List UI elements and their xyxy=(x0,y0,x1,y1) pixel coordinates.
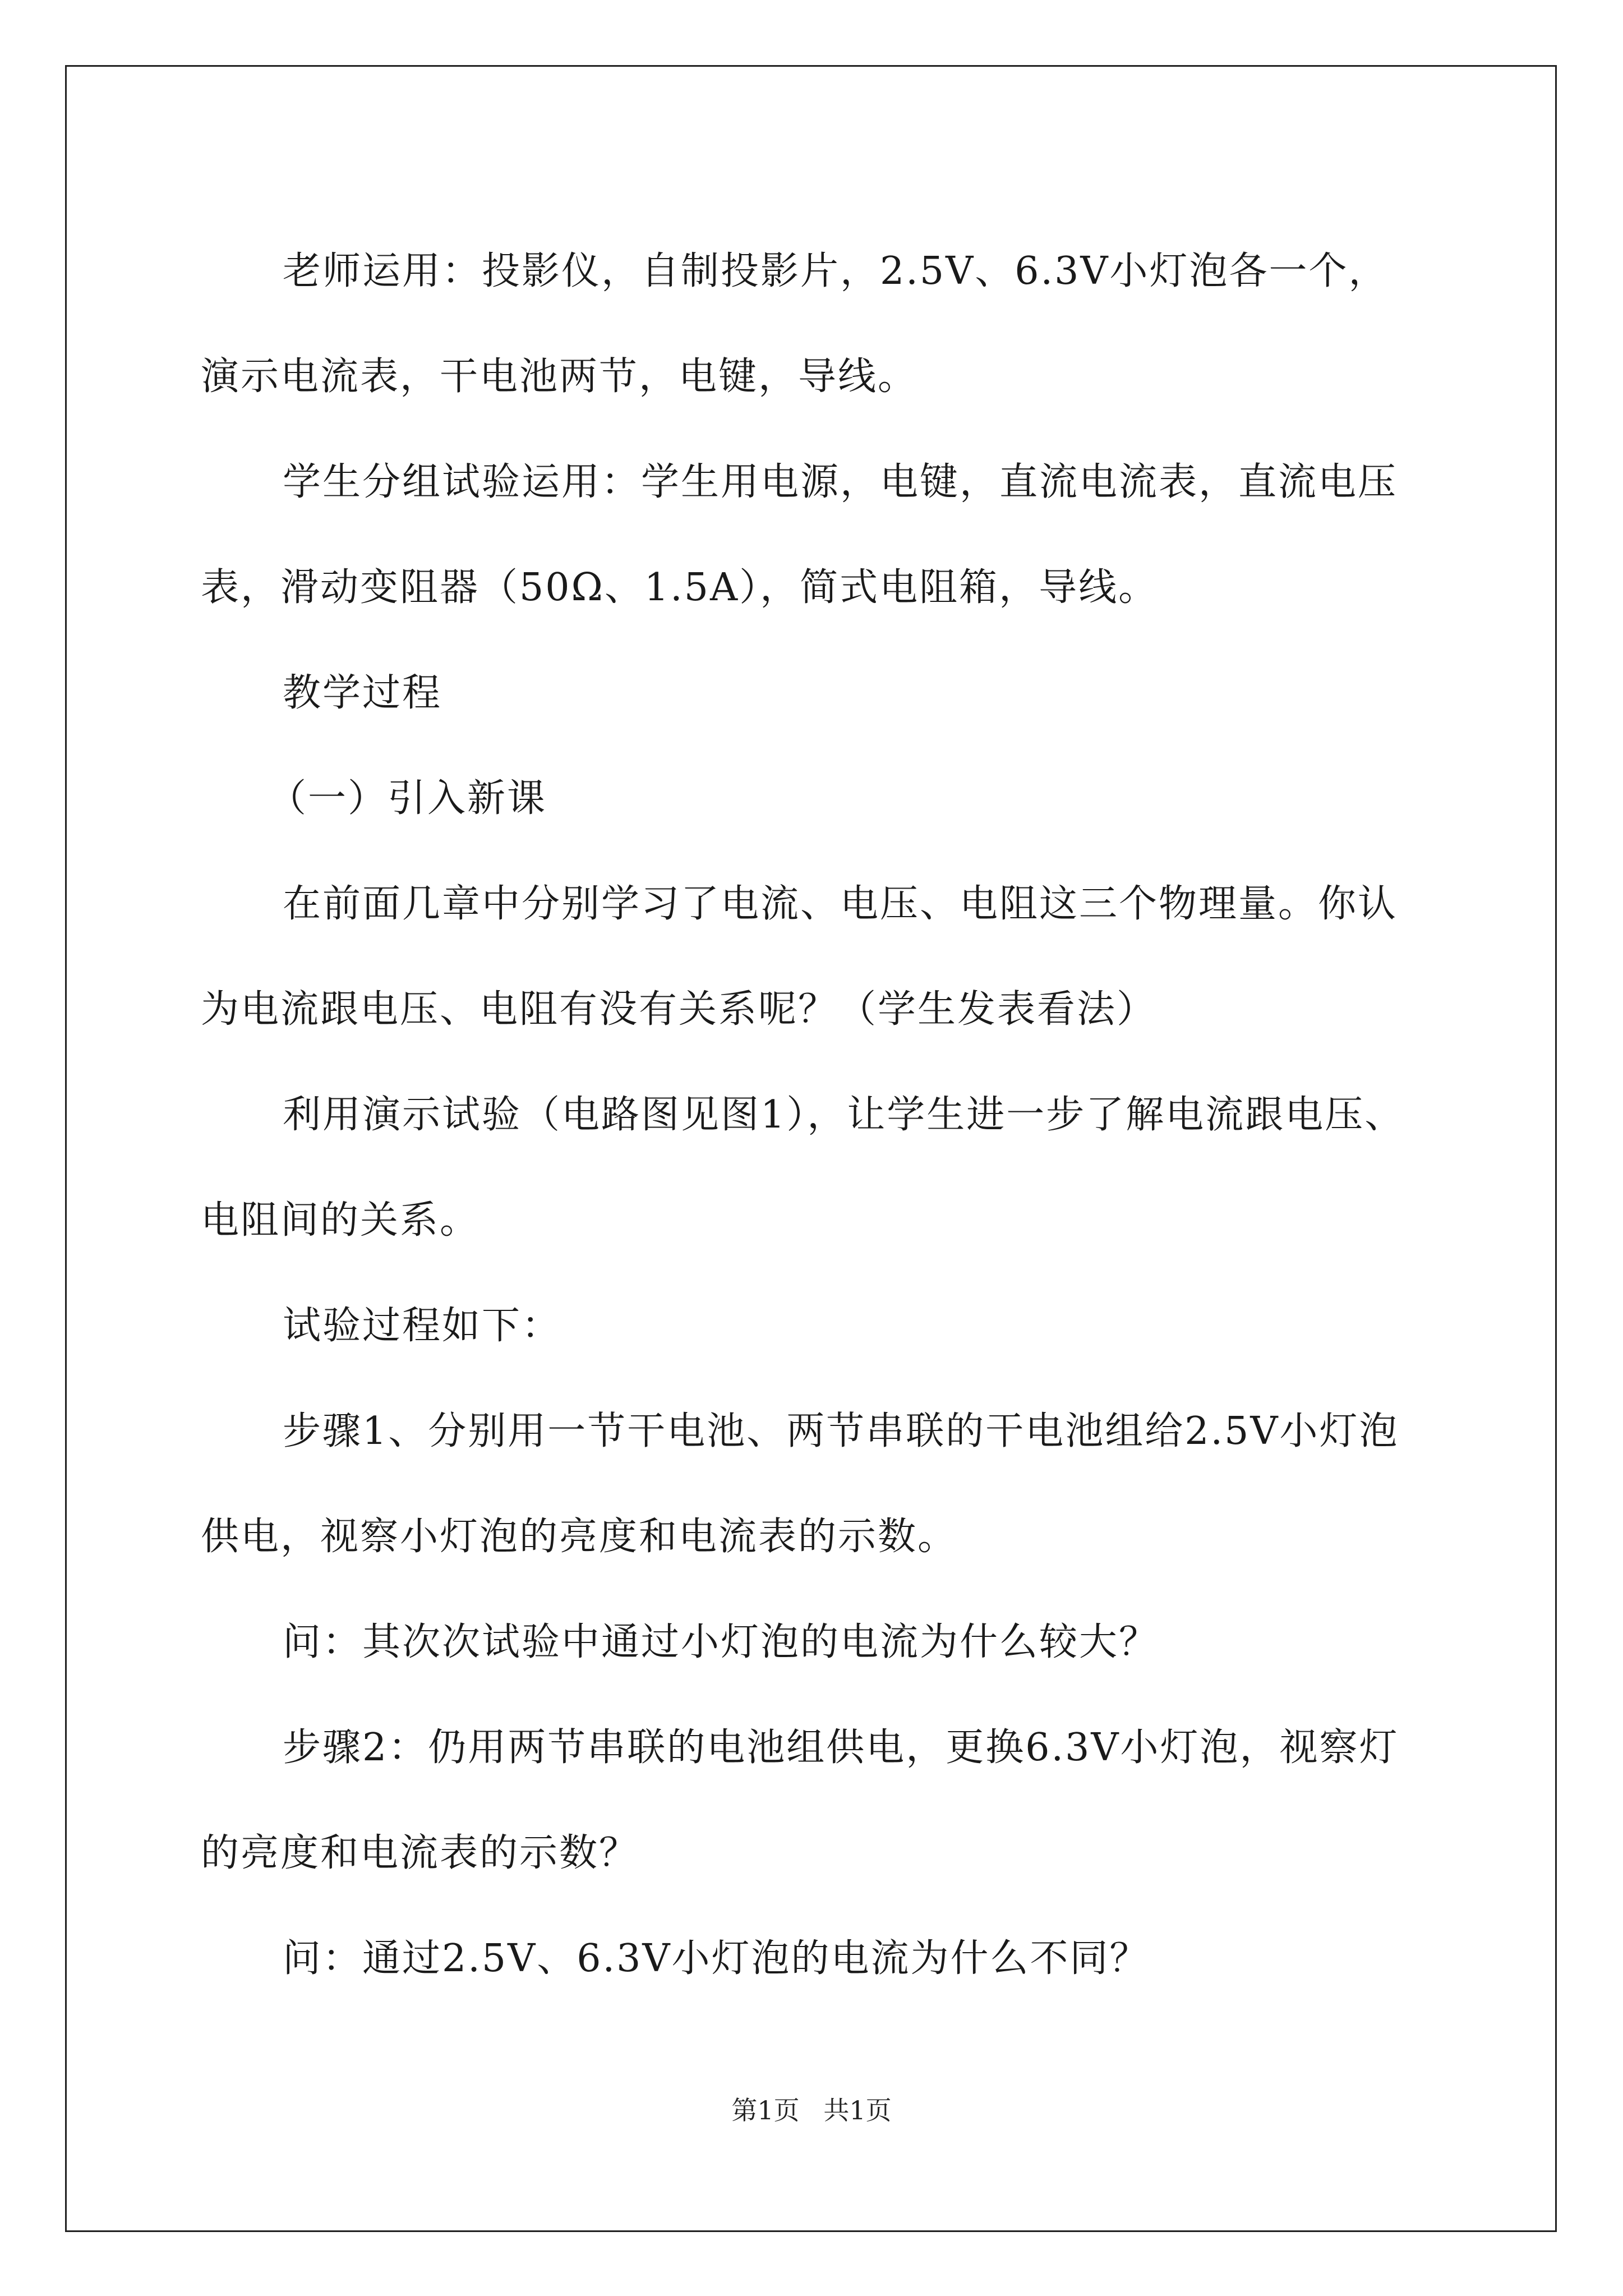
paragraph-question-1: 问：其次次试验中通过小灯泡的电流为什么较大？ xyxy=(283,1620,1159,1664)
subsection-heading-intro: （一）引入新课 xyxy=(268,776,547,821)
paragraph-step-2: 步骤2：仍用两节串联的电池组供电，更换6.3V小灯泡，视察灯的亮度和电流表的示数？ xyxy=(201,1726,1399,1875)
paragraph-process-label: 试验过程如下： xyxy=(283,1304,562,1348)
page-number-total: 共1页 xyxy=(823,2095,892,2125)
page-number-current: 第1页 xyxy=(731,2095,800,2125)
paragraph-step-1: 步骤1、分别用一节干电池、两节串联的干电池组给2.5V小灯泡供电，视察小灯泡的亮度和电流表的示数。 xyxy=(201,1409,1399,1559)
page-footer xyxy=(0,2093,1623,2127)
paragraph-student-equipment: 学生分组试验运用：学生用电源，电键，直流电流表，直流电压表，滑动变阻器（50Ω、1.5A），简式电阻箱，导线。 xyxy=(201,460,1398,610)
paragraph-demo-experiment: 利用演示试验（电路图见图1），让学生进一步了解电流跟电压、电阻间的关系。 xyxy=(201,1093,1405,1243)
document-body xyxy=(201,219,1425,2012)
paragraph-intro-question: 在前面几章中分别学习了电流、电压、电阻这三个物理量。你认为电流跟电压、电阻有没有关系呢？（学生发表看法） xyxy=(201,882,1398,1032)
section-heading-teaching-process: 教学过程 xyxy=(283,671,442,715)
paragraph-question-2: 问：通过2.5V、6.3V小灯泡的电流为什么不同？ xyxy=(283,1936,1150,1981)
paragraph-teacher-equipment: 老师运用：投影仪，自制投影片，2.5V、6.3V小灯泡各一个，演示电流表，干电池两节，电键，导线。 xyxy=(201,249,1389,399)
